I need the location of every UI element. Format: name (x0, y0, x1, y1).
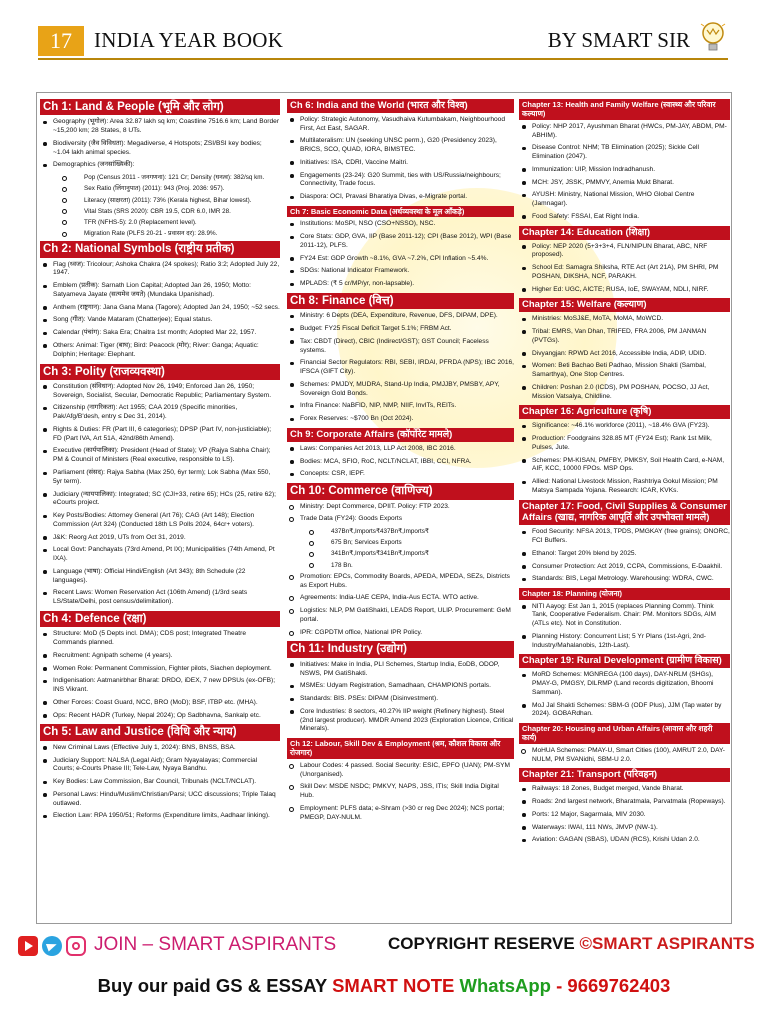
list-item: MSMEs: Udyam Registration, Samadhaan, CHAMPIONS portals. (287, 682, 514, 691)
list-item: Language (भाषा): Official Hindi/English (Art 343); 8th Schedule (22 languages). (40, 568, 280, 586)
list-item: MoRD Schemes: MGNREGA (100 days), DAY-NRLM (SHGs), PMAY-G, PMGSY, DILRMP (Land records digitization, Bhoomi Samman). (519, 671, 730, 697)
chapter-heading: Ch 10: Commerce (वाणिज्य) (287, 483, 514, 499)
list-item: Personal Laws: Hindu/Muslim/Christian/Parsi; UCC discussions; Triple Talaq outlawed. (40, 791, 280, 809)
chapter-list (519, 747, 730, 765)
list-item: Others: Animal: Tiger (बाघ); Bird: Peacock (मोर); River: Ganga; Aquatic: Dolphin; Heritage: Elephant. (40, 342, 280, 360)
copyright-prefix: COPYRIGHT RESERVE (388, 934, 580, 953)
list-item: MoHUA Schemes: PMAY-U, Smart Cities (100), AMRUT 2.0, DAY-NULM, PM SVANidhi, SBM-U 2.0. (519, 747, 730, 765)
promo-whatsapp[interactable]: WhatsApp (459, 975, 551, 996)
join-text[interactable]: JOIN – SMART ASPIRANTS (94, 934, 337, 955)
list-item: Literacy (साक्षरता) (2011): 73% (Kerala highest, Bihar lowest). (58, 197, 280, 205)
list-item: Judiciary (न्यायपालिका): Integrated; SC (CJI+33, retire 65); HCs (25, retire 62); eCourts project. (40, 491, 280, 509)
promo-note: SMART NOTE (332, 975, 455, 996)
copyright-brand: ©SMART ASPIRANTS (579, 934, 755, 953)
list-item: Emblem (प्रतीक): Sarnath Lion Capital; Adopted Jan 26, 1950; Motto: Satyameva Jayate (सत्यमेव जयते) (Mundaka Upanishad). (40, 282, 280, 300)
list-item: Rights & Duties: FR (Part III, 6 categories); DPSP (Part IV, non-justiciable); FD (Part IVA, Art 51A, 42nd/86th Amend). (40, 426, 280, 444)
list-item: NITI Aayog: Est Jan 1, 2015 (replaces Planning Comm). Think Tank, Cooperative Federalism. Chair: PM. Monitors SDGs, AIM (ATLs etc). Not in Constitution. (519, 603, 730, 629)
chapter-list (519, 603, 730, 651)
list-item: Anthem (राष्ट्रगान): Jana Gana Mana (Tagore); Adopted Jan 24, 1950; ~52 secs. (40, 304, 280, 313)
chapter-heading: Ch 3: Polity (राजव्यवस्था) (40, 364, 280, 380)
chapter-list (519, 671, 730, 719)
chapter-list (287, 661, 514, 734)
list-item: Financial Sector Regulators: RBI, SEBI, IRDAI, PFRDA (NPS); IBC 2016, IFSCA (GIFT City). (287, 359, 514, 377)
list-item: Women: Beti Bachao Beti Padhao, Mission Shakti (Sambal, Samarthya), One Stop Centres. (519, 362, 730, 380)
chapter-heading: Chapter 16: Agriculture (कृषि) (519, 405, 730, 419)
list-item: Initiatives: Make in India, PLI Schemes, Startup India, EoDB, ODOP, NSWS, PM GatiShakti. (287, 661, 514, 679)
author-name: BY SMART SIR (547, 28, 690, 52)
chapter-heading: Chapter 21: Transport (परिवहन) (519, 768, 730, 782)
list-item: Geography (भूगोल): Area 32.87 lakh sq km; Coastline 7516.6 km; Land Border ~15,200 km; 28 States, 8 UTs. (40, 118, 280, 136)
chapter-list (287, 445, 514, 479)
list-item: 341Bn₹,Imports₹341Bn₹,Imports₹ (305, 550, 514, 558)
list-item: Migration Rate (PLFS 20-21 - प्रवासन दर): 28.9%. (58, 230, 280, 238)
list-item: Policy: Strategic Autonomy, Vasudhaiva Kutumbakam, Neighbourhood First, Act East, SAGAR. (287, 116, 514, 134)
list-item: Agreements: India-UAE CEPA, India-Aus ECTA. WTO active. (287, 594, 514, 603)
list-item: Judiciary Support: NALSA (Legal Aid); Gram Nyayalayas; Commercial Courts; e-Courts Phase III; Tele-Law, Nyaya Bandhu. (40, 757, 280, 775)
list-item: Divyangjan: RPWD Act 2016, Accessible India, ADIP, UDID. (519, 350, 730, 359)
chapter-list (287, 762, 514, 823)
chapter-list (40, 118, 280, 238)
chapter-heading: Ch 7: Basic Economic Data (अर्थव्यवस्था के मूल आँकड़े) (287, 206, 514, 217)
list-item: Standards: BIS. PSEs: DIPAM (Disinvestment). (287, 695, 514, 704)
list-item: Structure: MoD (5 Depts incl. DMA); CDS post; Integrated Theatre Commands planned. (40, 630, 280, 648)
list-item: Bodies: MCA, SFIO, RoC, NCLT/NCLAT, IBBI, CCI, NFRA. (287, 458, 514, 467)
list-item: TFR (NFHS-5): 2.0 (Replacement level). (58, 219, 280, 227)
list-item: Schemes: PM-KISAN, PMFBY, PMKSY, Soil Health Card, e-NAM, AIF, KCC, 10000 FPOs. MSP Ops. (519, 457, 730, 475)
list-item: Women Role: Permanent Commission, Fighter pilots, Siachen deployment. (40, 665, 280, 674)
list-item: Disease Control: NHM; TB Elimination (2025); Sickle Cell Elimination (2047). (519, 144, 730, 162)
chapter-heading: Chapter 14: Education (शिक्षा) (519, 226, 730, 240)
chapter-heading: Chapter 19: Rural Development (ग्रामीण विकास) (519, 654, 730, 668)
list-item: Labour Codes: 4 passed. Social Security: ESIC, EPFO (UAN); PM-SYM (Unorganised). (287, 762, 514, 780)
list-item: Aviation: GAGAN (SBAS), UDAN (RCS), Krishi Udan 2.0. (519, 836, 730, 845)
list-item: Recent Laws: Women Reservation Act (106th Amend) (1/3rd seats LS/State/Delhi, post census/delimitation). (40, 589, 280, 607)
chapter-heading: Chapter 18: Planning (योजना) (519, 588, 730, 599)
column-2 (287, 96, 514, 920)
chapter-heading: Ch 11: Industry (उद्योग) (287, 641, 514, 657)
chapter-list (40, 383, 280, 607)
list-item: Demographics (जनसांख्यिकी): (40, 161, 280, 170)
youtube-icon[interactable] (18, 936, 38, 956)
list-item: AYUSH: Ministry, National Mission, WHO Global Centre (Jamnagar). (519, 191, 730, 209)
book-title: INDIA YEAR BOOK (94, 28, 284, 52)
list-item: Multilateralism: UN (seeking UNSC perm.), G20 (Presidency 2023), BRICS, SCO, QUAD, IORA, BIMSTEC. (287, 137, 514, 155)
list-item: Schemes: PMJDY, MUDRA, Stand-Up India, PMJJBY, PMSBY, APY, Sovereign Gold Bonds. (287, 381, 514, 399)
list-item: Employment: PLFS data; e-Shram (>30 cr reg Dec 2024); NCS portal; PMEGP, DAY-NULM. (287, 805, 514, 823)
list-item: Vital Stats (SRS 2020): CBR 19.5, CDR 6.0, IMR 28. (58, 208, 280, 216)
chapter-list (519, 785, 730, 845)
list-item: SDGs: National Indicator Framework. (287, 267, 514, 276)
copyright-text (388, 934, 755, 954)
chapter-heading: Ch 4: Defence (रक्षा) (40, 611, 280, 627)
list-item: 178 Bn. (305, 562, 514, 570)
column-3 (519, 96, 730, 920)
page-header (38, 26, 728, 60)
footer-promo (0, 975, 768, 997)
list-item: Ministry: 6 Depts (DEA, Expenditure, Revenue, DFS, DIPAM, DPE). (287, 312, 514, 321)
list-item: Railways: 18 Zones, Budget merged, Vande Bharat. (519, 785, 730, 794)
list-item: 437Bn₹,Imports₹437Bn₹,Imports₹ (305, 528, 514, 536)
chapter-list (519, 123, 730, 222)
footer-social-bar (0, 930, 768, 964)
promo-prefix: Buy our paid GS & ESSAY (97, 975, 333, 996)
chapter-heading: Chapter 15: Welfare (कल्याण) (519, 298, 730, 312)
list-item: Forex Reserves: ~$700 Bn (Oct 2024). (287, 415, 514, 424)
chapter-list (287, 312, 514, 424)
list-item: MPLADS: (₹ 5 cr/MP/yr, non-lapsable). (287, 280, 514, 289)
list-item: Local Govt: Panchayats (73rd Amend, Pt IX); Municipalities (74th Amend, Pt IXA). (40, 546, 280, 564)
list-item: Key Posts/Bodies: Attorney General (Art 76); CAG (Art 148); Election Commission (Art 324) (Conducted 18th LS Polls 2024, 64cr+ voters). (40, 512, 280, 530)
chapter-list (519, 315, 730, 401)
chapter-list (287, 503, 514, 638)
list-item: Standards: BIS, Legal Metrology. Warehousing: WDRA, CWC. (519, 575, 730, 584)
list-item: Core Stats: GDP, GVA, IIP (Base 2011-12); CPI (Base 2012), WPI (Base 2011-12), PLFS. (287, 233, 514, 251)
chapter-heading: Ch 6: India and the World (भारत और विश्व) (287, 99, 514, 113)
list-item: Consumer Protection: Act 2019, CCPA, Commissions, E-Daakhil. (519, 563, 730, 572)
list-item: Ports: 12 Major, Sagarmala, MIV 2030. (519, 811, 730, 820)
list-item: Sex Ratio (लिंगानुपात) (2011): 943 (Proj. 2036: 957). (58, 185, 280, 193)
list-item: Diaspora: OCI, Pravasi Bharatiya Divas, e-Migrate portal. (287, 193, 514, 202)
lightbulb-logo-icon (698, 20, 728, 56)
list-item: Laws: Companies Act 2013, LLP Act 2008, IBC 2016. (287, 445, 514, 454)
list-item: Infra Finance: NaBFID, NIP, NMP, NIIF, InvITs, REITs. (287, 402, 514, 411)
list-item: Parliament (संसद): Rajya Sabha (Max 250, 6yr term); Lok Sabha (Max 550, 5yr term). (40, 469, 280, 487)
list-item: Roads: 2nd largest network, Bharatmala, Parvatmala (Ropeways). (519, 798, 730, 807)
list-item: Engagements (23-24): G20 Summit, ties with US/Russia/neighbours; Connectivity, Trade focus. (287, 172, 514, 190)
list-item: Pop (Census 2011 - जनगणना): 121 Cr; Density (घनत्व): 382/sq km. (58, 174, 280, 182)
content-frame (36, 92, 732, 924)
list-item: Food Safety: FSSAI, Eat Right India. (519, 213, 730, 222)
list-item: Executive (कार्यपालिका): President (Head of State); VP (Rajya Sabha Chair); PM & Council of Ministers (Real executive, responsible to LS). (40, 447, 280, 465)
list-item: Ministry: Dept Commerce, DPIIT. Policy: FTP 2023. (287, 503, 514, 512)
list-item: Children: Poshan 2.0 (ICDS), PM POSHAN, POCSO, JJ Act, Mission Vatsalya, Childline. (519, 384, 730, 402)
list-item: Flag (ध्वज): Tricolour; Ashoka Chakra (24 spokes); Ratio 3:2; Adopted July 22, 1947. (40, 261, 280, 279)
list-item: Tribal: EMRS, Van Dhan, TRIFED, FRA 2006, PM JANMAN (PVTGs). (519, 328, 730, 346)
list-item: Budget: FY25 Fiscal Deficit Target 5.1%; FRBM Act. (287, 325, 514, 334)
list-item: Planning History: Concurrent List; 5 Yr Plans (1st-Agri, 2nd-Industry/Mahalanobis, 12th-Last). (519, 633, 730, 651)
list-item: Calendar (पंचांग): Saka Era; Chaitra 1st month; Adopted Mar 22, 1957. (40, 329, 280, 338)
list-item: Ministries: MoSJ&E, MoTA, MoMA, MoWCD. (519, 315, 730, 324)
list-item: Institutions: MoSPI, NSO (CSO+NSSO), NSC. (287, 220, 514, 229)
instagram-icon[interactable] (66, 936, 86, 956)
chapter-heading: Ch 1: Land & People (भूमि और लोग) (40, 99, 280, 115)
chapter-heading: Chapter 17: Food, Civil Supplies & Consumer Affairs (खाद्य, नागरिक आपूर्ति और उपभोक्ता मामले) (519, 500, 730, 526)
list-item: MCH: JSY, JSSK, PMMVY, Anemia Mukt Bharat. (519, 179, 730, 188)
list-item: Production: Foodgrains 328.85 MT (FY24 Est); Rank 1st Milk, Pulses, Jute. (519, 435, 730, 453)
list-item: Higher Ed: UGC, AICTE; RUSA, IoE, SWAYAM, NDLI, NIRF. (519, 286, 730, 295)
chapter-list (287, 116, 514, 202)
list-item: Skill Dev: MSDE NSDC; PMKVY, NAPS, JSS, ITIs; Skill India Digital Hub. (287, 783, 514, 801)
chapter-heading: Ch 5: Law and Justice (विधि और न्याय) (40, 724, 280, 740)
chapter-heading: Chapter 13: Health and Family Welfare (स्वास्थ्य और परिवार कल्याण) (519, 99, 730, 120)
chapter-list (40, 744, 280, 821)
list-item: Policy: NHP 2017, Ayushman Bharat (HWCs, PM-JAY, ABDM, PM-ABHIM). (519, 123, 730, 141)
list-item: MoJ Jal Shakti Schemes: SBM-G (ODF Plus), JJM (Tap water by 2024). GOBARdhan. (519, 702, 730, 720)
list-item: J&K: Reorg Act 2019, UTs from Oct 31, 2019. (40, 534, 280, 543)
list-item: Tax: CBDT (Direct), CBIC (Indirect/GST); GST Council; Faceless systems. (287, 338, 514, 356)
list-item: Initiatives: ISA, CDRI, Vaccine Maitri. (287, 159, 514, 168)
list-item: Key Bodies: Law Commission, Bar Council, Tribunals (NCLT/NCLAT). (40, 778, 280, 787)
list-item: Waterways: IWAI, 111 NWs, JMVP (NW-1). (519, 824, 730, 833)
list-item: Concepts: CSR, IEPF. (287, 470, 514, 479)
page-number: 17 (38, 26, 84, 56)
list-item: Ops: Recent HADR (Turkey, Nepal 2024); Op Sadbhavna, Sankalp etc. (40, 712, 280, 721)
list-item: Constitution (संविधान): Adopted Nov 26, 1949; Enforced Jan 26, 1950; Sovereign, Socialist, Secular, Democratic Republic; Parliamentary System. (40, 383, 280, 401)
list-item: Food Security: NFSA 2013, TPDS, PMGKAY (free grains); ONORC, FCI Buffers. (519, 528, 730, 546)
list-item: Recruitment: Agnipath scheme (4 years). (40, 652, 280, 661)
chapter-list (287, 220, 514, 289)
list-item: FY24 Est: GDP Growth ~8.1%, GVA ~7.2%, CPI Inflation ~5.4%. (287, 255, 514, 264)
chapter-list (519, 422, 730, 495)
list-item: Citizenship (नागरिकता): Act 1955; CAA 2019 (Specific minorities, Pak/Afg/B'desh, entry ≤ Dec 31, 2014). (40, 404, 280, 422)
list-item: Immunization: UIP, Mission Indradhanush. (519, 166, 730, 175)
chapter-list (40, 630, 280, 720)
list-item: Election Law: RPA 1950/51; Reforms (Expenditure limits, Aadhaar linking). (40, 812, 280, 821)
list-item: IPR: CGPDTM office, National IPR Policy. (287, 629, 514, 638)
list-item: Indigenisation: Aatmanirbhar Bharat: DRDO, iDEX, 7 new DPSUs (ex-OFB); INS Vikrant. (40, 677, 280, 695)
list-item: Other Forces: Coast Guard, NCC, BRO (MoD); BSF, ITBP etc. (MHA). (40, 699, 280, 708)
column-1 (40, 96, 280, 920)
list-item: School Ed: Samagra Shiksha, RTE Act (Art 21A), PM SHRI, PM POSHAN, DIKSHA, NCF, PARAKH. (519, 264, 730, 282)
list-item: Logistics: NLP, PM GatiShakti, LEADS Report, ULIP. Procurement: GeM portal. (287, 607, 514, 625)
list-item: Core Industries: 8 sectors, 40.27% IIP weight (Refinery highest). Steel (2nd largest producer). MMDR Amend 2023 (Exploration Licence, Critical Minerals). (287, 708, 514, 734)
list-item: Song (गीत): Vande Mataram (Chatterjee); Equal status. (40, 316, 280, 325)
list-item: 675 Bn; Services Exports (305, 539, 514, 547)
promo-number[interactable]: - 9669762403 (550, 975, 671, 996)
list-item: Significance: ~46.1% workforce (2011), ~18.4% GVA (FY23). (519, 422, 730, 431)
chapter-heading: Ch 9: Corporate Affairs (कॉर्पोरेट मामले) (287, 428, 514, 442)
list-item: New Criminal Laws (Effective July 1, 2024): BNS, BNSS, BSA. (40, 744, 280, 753)
telegram-icon[interactable] (42, 936, 62, 956)
list-item: Trade Data (FY24): Goods Exports (287, 515, 514, 524)
list-item: Policy: NEP 2020 (5+3+3+4, FLN/NIPUN Bharat, ABC, NRF proposed). (519, 243, 730, 261)
chapter-heading: Ch 2: National Symbols (राष्ट्रीय प्रतीक) (40, 241, 280, 257)
list-item: Allied: National Livestock Mission, Rashtriya Gokul Mission; PM Matsya Sampada Yojana. Research: ICAR, KVKs. (519, 478, 730, 496)
chapter-list (519, 528, 730, 584)
chapter-heading: Chapter 20: Housing and Urban Affairs (आवास और शहरी कार्य) (519, 723, 730, 744)
chapter-heading: Ch 12: Labour, Skill Dev & Employment (श्रम, कौशल विकास और रोजगार) (287, 738, 514, 759)
list-item: Promotion: EPCs, Commodity Boards, APEDA, MPEDA, SEZs, Districts as Export Hubs. (287, 573, 514, 591)
list-item: Ethanol: Target 20% blend by 2025. (519, 550, 730, 559)
chapter-heading: Ch 8: Finance (वित्त) (287, 293, 514, 309)
chapter-list (519, 243, 730, 295)
chapter-list (40, 261, 280, 360)
list-item: Biodiversity (जैव विविधता): Megadiverse, 4 Hotspots; ZSI/BSI key bodies; ~1.04 lakh animal species. (40, 140, 280, 158)
